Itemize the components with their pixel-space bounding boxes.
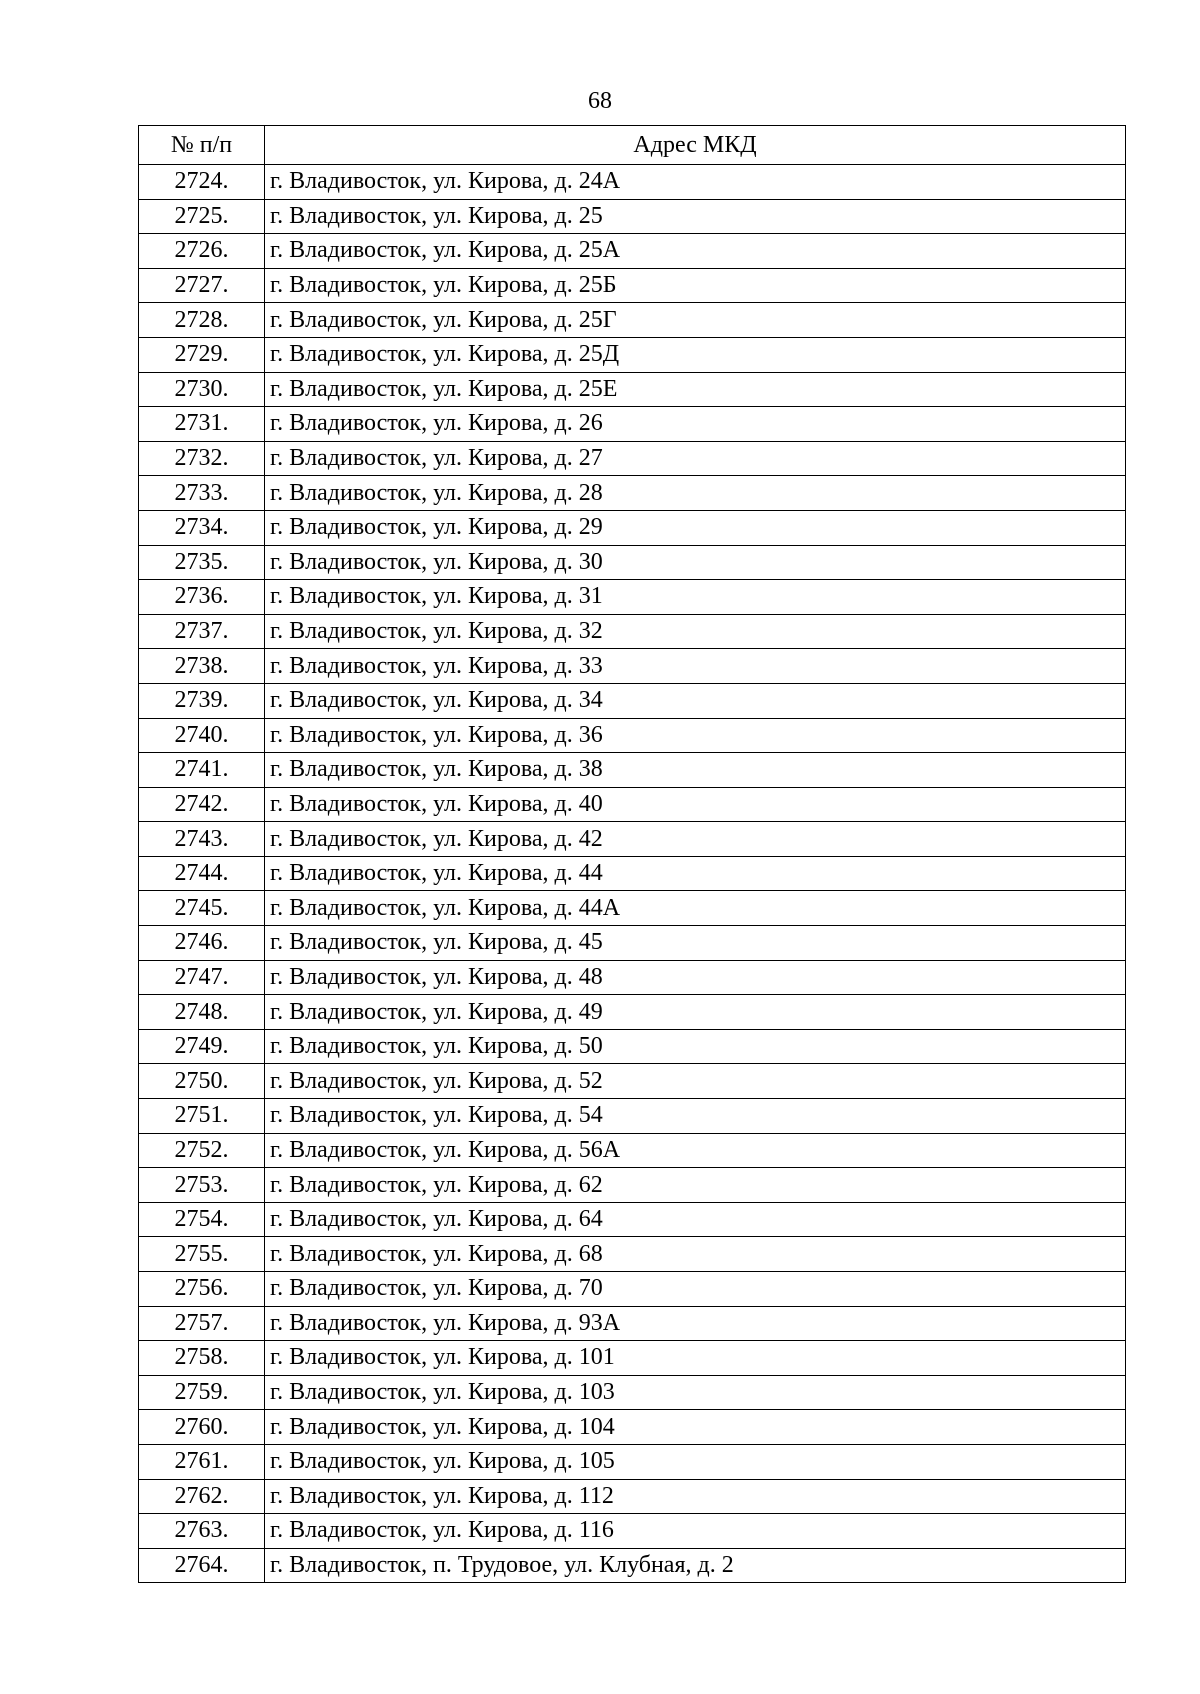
table-row xyxy=(139,545,1126,580)
table-row xyxy=(139,199,1126,234)
table-header xyxy=(139,126,1126,165)
table-row xyxy=(139,1410,1126,1445)
table-row xyxy=(139,960,1126,995)
address-cell: г. Владивосток, ул. Кирова, д. 105 xyxy=(265,1444,1126,1479)
table-row xyxy=(139,1133,1126,1168)
row-number-cell: 2728. xyxy=(139,303,265,338)
row-number-cell: 2754. xyxy=(139,1202,265,1237)
table-row xyxy=(139,1237,1126,1272)
row-number-cell: 2763. xyxy=(139,1514,265,1549)
table-row xyxy=(139,926,1126,961)
address-cell: г. Владивосток, ул. Кирова, д. 25Г xyxy=(265,303,1126,338)
address-cell: г. Владивосток, ул. Кирова, д. 56А xyxy=(265,1133,1126,1168)
table-body xyxy=(139,165,1126,1583)
table-row xyxy=(139,234,1126,269)
row-number-cell: 2729. xyxy=(139,337,265,372)
table-row xyxy=(139,476,1126,511)
row-number-cell: 2726. xyxy=(139,234,265,269)
address-cell: г. Владивосток, ул. Кирова, д. 116 xyxy=(265,1514,1126,1549)
row-number-cell: 2725. xyxy=(139,199,265,234)
table-header-row xyxy=(139,126,1126,165)
table-row xyxy=(139,1479,1126,1514)
row-number-cell: 2749. xyxy=(139,1029,265,1064)
address-cell: г. Владивосток, ул. Кирова, д. 30 xyxy=(265,545,1126,580)
row-number-cell: 2752. xyxy=(139,1133,265,1168)
table-row xyxy=(139,787,1126,822)
row-number-cell: 2761. xyxy=(139,1444,265,1479)
table-row xyxy=(139,441,1126,476)
address-cell: г. Владивосток, ул. Кирова, д. 112 xyxy=(265,1479,1126,1514)
address-cell: г. Владивосток, ул. Кирова, д. 101 xyxy=(265,1341,1126,1376)
address-cell: г. Владивосток, ул. Кирова, д. 33 xyxy=(265,649,1126,684)
row-number-cell: 2744. xyxy=(139,856,265,891)
row-number-cell: 2750. xyxy=(139,1064,265,1099)
table-row xyxy=(139,683,1126,718)
address-cell: г. Владивосток, ул. Кирова, д. 25А xyxy=(265,234,1126,269)
table-row xyxy=(139,718,1126,753)
address-cell: г. Владивосток, ул. Кирова, д. 48 xyxy=(265,960,1126,995)
row-number-cell: 2733. xyxy=(139,476,265,511)
row-number-cell: 2743. xyxy=(139,822,265,857)
address-cell: г. Владивосток, ул. Кирова, д. 31 xyxy=(265,580,1126,615)
row-number-cell: 2738. xyxy=(139,649,265,684)
address-cell: г. Владивосток, ул. Кирова, д. 49 xyxy=(265,995,1126,1030)
address-cell: г. Владивосток, ул. Кирова, д. 36 xyxy=(265,718,1126,753)
address-cell: г. Владивосток, ул. Кирова, д. 28 xyxy=(265,476,1126,511)
table-row xyxy=(139,1306,1126,1341)
table-row xyxy=(139,337,1126,372)
page-number: 68 xyxy=(588,88,612,114)
address-cell: г. Владивосток, ул. Кирова, д. 44 xyxy=(265,856,1126,891)
address-cell: г. Владивосток, ул. Кирова, д. 54 xyxy=(265,1099,1126,1134)
table-row xyxy=(139,856,1126,891)
address-cell: г. Владивосток, ул. Кирова, д. 26 xyxy=(265,407,1126,442)
row-number-cell: 2747. xyxy=(139,960,265,995)
column-header-address: Адрес МКД xyxy=(265,126,1126,165)
address-cell: г. Владивосток, п. Трудовое, ул. Клубная, д. 2 xyxy=(265,1548,1126,1583)
row-number-cell: 2736. xyxy=(139,580,265,615)
row-number-cell: 2762. xyxy=(139,1479,265,1514)
row-number-cell: 2753. xyxy=(139,1168,265,1203)
table-row xyxy=(139,1029,1126,1064)
row-number-cell: 2764. xyxy=(139,1548,265,1583)
table-row xyxy=(139,995,1126,1030)
table-row xyxy=(139,1272,1126,1307)
address-cell: г. Владивосток, ул. Кирова, д. 70 xyxy=(265,1272,1126,1307)
row-number-cell: 2760. xyxy=(139,1410,265,1445)
table-row xyxy=(139,753,1126,788)
table-row xyxy=(139,165,1126,200)
address-cell: г. Владивосток, ул. Кирова, д. 25Д xyxy=(265,337,1126,372)
address-cell: г. Владивосток, ул. Кирова, д. 64 xyxy=(265,1202,1126,1237)
address-cell: г. Владивосток, ул. Кирова, д. 45 xyxy=(265,926,1126,961)
address-cell: г. Владивосток, ул. Кирова, д. 103 xyxy=(265,1375,1126,1410)
row-number-cell: 2735. xyxy=(139,545,265,580)
address-cell: г. Владивосток, ул. Кирова, д. 93А xyxy=(265,1306,1126,1341)
address-cell: г. Владивосток, ул. Кирова, д. 62 xyxy=(265,1168,1126,1203)
row-number-cell: 2731. xyxy=(139,407,265,442)
table-row xyxy=(139,1064,1126,1099)
table-row xyxy=(139,372,1126,407)
address-cell: г. Владивосток, ул. Кирова, д. 44А xyxy=(265,891,1126,926)
column-header-number: № п/п xyxy=(139,126,265,165)
row-number-cell: 2730. xyxy=(139,372,265,407)
table-row xyxy=(139,407,1126,442)
table-row xyxy=(139,510,1126,545)
row-number-cell: 2727. xyxy=(139,268,265,303)
address-cell: г. Владивосток, ул. Кирова, д. 34 xyxy=(265,683,1126,718)
row-number-cell: 2746. xyxy=(139,926,265,961)
row-number-cell: 2732. xyxy=(139,441,265,476)
row-number-cell: 2757. xyxy=(139,1306,265,1341)
address-cell: г. Владивосток, ул. Кирова, д. 104 xyxy=(265,1410,1126,1445)
row-number-cell: 2742. xyxy=(139,787,265,822)
table-row xyxy=(139,1548,1126,1583)
row-number-cell: 2756. xyxy=(139,1272,265,1307)
row-number-cell: 2755. xyxy=(139,1237,265,1272)
row-number-cell: 2745. xyxy=(139,891,265,926)
row-number-cell: 2737. xyxy=(139,614,265,649)
row-number-cell: 2748. xyxy=(139,995,265,1030)
table-row xyxy=(139,303,1126,338)
table-row xyxy=(139,1514,1126,1549)
row-number-cell: 2759. xyxy=(139,1375,265,1410)
table-row xyxy=(139,822,1126,857)
table-row xyxy=(139,614,1126,649)
address-cell: г. Владивосток, ул. Кирова, д. 25Б xyxy=(265,268,1126,303)
table-row xyxy=(139,1099,1126,1134)
table-row xyxy=(139,1202,1126,1237)
row-number-cell: 2734. xyxy=(139,510,265,545)
address-cell: г. Владивосток, ул. Кирова, д. 38 xyxy=(265,753,1126,788)
table-row xyxy=(139,1341,1126,1376)
address-cell: г. Владивосток, ул. Кирова, д. 32 xyxy=(265,614,1126,649)
table-row xyxy=(139,1168,1126,1203)
table-row xyxy=(139,649,1126,684)
row-number-cell: 2724. xyxy=(139,165,265,200)
address-cell: г. Владивосток, ул. Кирова, д. 29 xyxy=(265,510,1126,545)
row-number-cell: 2739. xyxy=(139,683,265,718)
address-cell: г. Владивосток, ул. Кирова, д. 25Е xyxy=(265,372,1126,407)
row-number-cell: 2741. xyxy=(139,753,265,788)
address-cell: г. Владивосток, ул. Кирова, д. 52 xyxy=(265,1064,1126,1099)
address-cell: г. Владивосток, ул. Кирова, д. 68 xyxy=(265,1237,1126,1272)
table-row xyxy=(139,1444,1126,1479)
address-cell: г. Владивосток, ул. Кирова, д. 50 xyxy=(265,1029,1126,1064)
address-cell: г. Владивосток, ул. Кирова, д. 27 xyxy=(265,441,1126,476)
row-number-cell: 2740. xyxy=(139,718,265,753)
row-number-cell: 2751. xyxy=(139,1099,265,1134)
table-row xyxy=(139,1375,1126,1410)
address-cell: г. Владивосток, ул. Кирова, д. 40 xyxy=(265,787,1126,822)
table-row xyxy=(139,268,1126,303)
row-number-cell: 2758. xyxy=(139,1341,265,1376)
address-cell: г. Владивосток, ул. Кирова, д. 42 xyxy=(265,822,1126,857)
address-cell: г. Владивосток, ул. Кирова, д. 24А xyxy=(265,165,1126,200)
address-table xyxy=(138,125,1126,1583)
table-row xyxy=(139,580,1126,615)
address-cell: г. Владивосток, ул. Кирова, д. 25 xyxy=(265,199,1126,234)
table-row xyxy=(139,891,1126,926)
